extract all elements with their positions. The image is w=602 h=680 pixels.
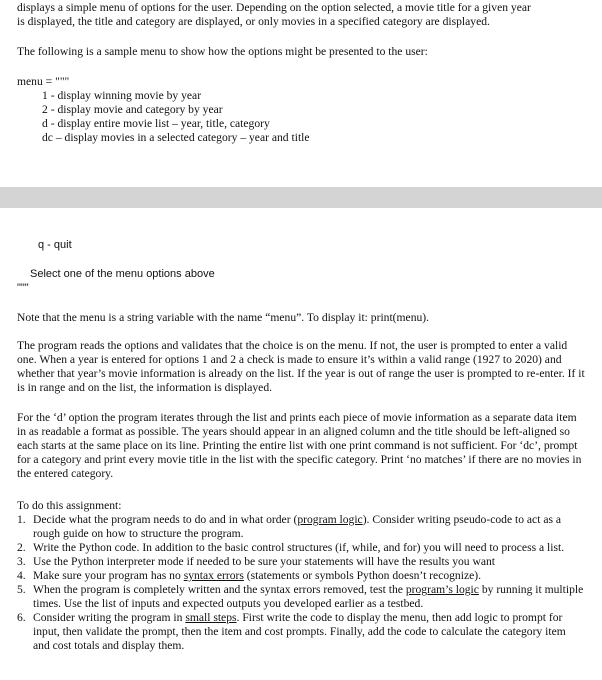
step-item (17, 583, 585, 611)
step-text: Use the Python interpreter mode if needed to be sure your statements will have the results you want (33, 555, 496, 568)
step-item (17, 611, 585, 653)
step-number: 6. (17, 611, 26, 624)
d-option-paragraph (17, 411, 585, 481)
step-item (17, 513, 585, 541)
page-break-band (0, 187, 602, 208)
step-number: 5. (17, 583, 26, 596)
quit-item-text: q - quit (38, 239, 72, 251)
note-paragraph (17, 311, 585, 325)
step-text: Consider writing the program in (33, 611, 186, 624)
menu-item-2: 2 - display movie and category by year (42, 103, 223, 116)
menu-close: """ (17, 282, 29, 294)
step-underlined: syntax errors (183, 569, 244, 582)
step-text: Write the Python code. In addition to the basic control structures (if, while, and for) you will need to process a list. (33, 541, 565, 554)
step-item (17, 569, 585, 583)
menu-item-d: d - display entire movie list – year, title, category (42, 117, 270, 130)
d-option-text: For the ‘d’ option the program iterates through the list and prints each piece of movie information as a separate data item in as readable a format as possible. The years should appear in an aligned column and the title should be left-aligned so each starts at the same place on its line. Printing the entire list with one print command is not sufficient. For ‘dc’, prompt for a category and print every movie title in the list with the specific category. Print ‘no matches’ if there are no movies in the entered category. (17, 411, 582, 480)
intro-paragraph (17, 1, 585, 29)
step-text: Decide what the program needs to do and in what order ( (33, 513, 298, 526)
select-prompt: Select one of the menu options above (30, 268, 215, 280)
sample-intro-text: The following is a sample menu to show how the options might be presented to the user: (17, 45, 428, 58)
step-item (17, 541, 585, 555)
menu-quit-item (38, 238, 602, 252)
menu-code-block (17, 75, 585, 145)
step-text-tail: ). Consider writing pseudo-code to act as a rough guide on how to structure the program. (33, 513, 562, 540)
intro-line-2: is displayed, the title and category are displayed, or only movies in a specified category are displayed. (17, 15, 490, 28)
menu-footer (17, 267, 585, 295)
todo-heading: To do this assignment: (17, 499, 122, 512)
step-underlined: small steps (185, 611, 237, 624)
step-underlined: program logic (297, 513, 363, 526)
step-underlined: program’s logic (405, 583, 479, 596)
todo-section (17, 499, 585, 653)
menu-item-1: 1 - display winning movie by year (42, 89, 202, 102)
steps-list (17, 513, 585, 653)
menu-assign: menu = """ (17, 75, 70, 88)
step-text: When the program is completely written and the syntax errors removed, test the (33, 583, 406, 596)
menu-item-dc: dc – display movies in a selected category – year and title (42, 131, 310, 144)
note-text: Note that the menu is a string variable with the name “menu”. To display it: print(menu). (17, 311, 430, 324)
validate-text: The program reads the options and validates that the choice is on the menu. If not, the user is prompted to enter a valid one. When a year is entered for options 1 and 2 a check is made to ensure it’s within a valid range (1927 to 2020) and whether that year’s movie information is already on the list. If the year is out of range the user is prompted to re-enter. If it is in range and on the list, the information is displayed. (17, 339, 585, 394)
validate-paragraph (17, 339, 585, 395)
step-number: 3. (17, 555, 26, 568)
step-text-tail: . First write the code to display the menu, then add logic to prompt for input, then validate the prompt, then the item and cost prompts. Finally, add the code to calculate the category item and cost totals and display them. (33, 611, 566, 652)
step-number: 1. (17, 513, 26, 526)
intro-line-1: displays a simple menu of options for the user. Depending on the option selected, a movie title for a given year (17, 1, 531, 14)
step-text: Make sure your program has no (33, 569, 184, 582)
sample-intro (17, 45, 585, 59)
step-number: 2. (17, 541, 26, 554)
step-text-tail: by running it multiple times. Use the list of inputs and expected outputs you developed earlier as a testbed. (33, 583, 584, 610)
step-text-tail: (statements or symbols Python doesn’t recognize). (243, 569, 482, 582)
step-item (17, 555, 585, 569)
step-number: 4. (17, 569, 26, 582)
